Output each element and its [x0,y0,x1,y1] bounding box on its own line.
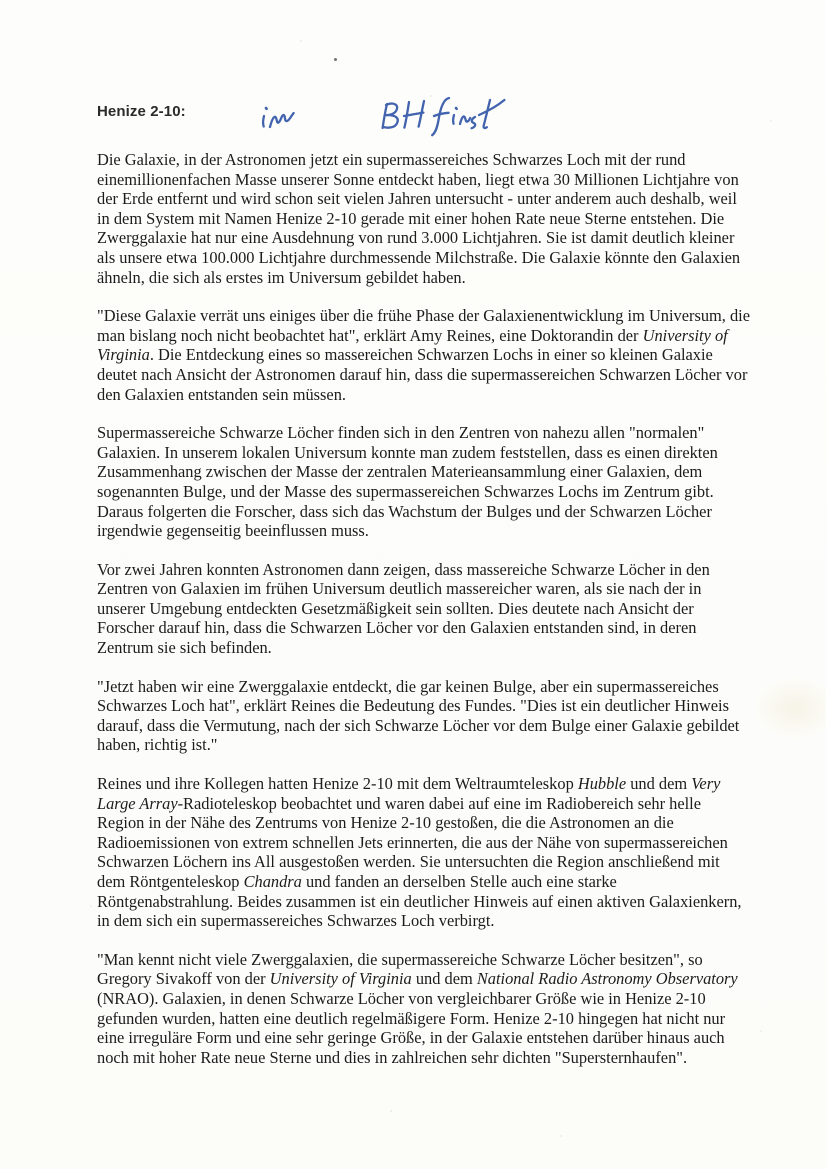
handwritten-word-irr [263,108,294,127]
document-heading: Henize 2-10: [97,103,186,120]
paragraph: "Diese Galaxie verrät uns einiges über die frühe Phase der Galaxienentwicklung im Universum, die man bislang noch nicht beobachtet hat", erklärt Amy Reines, eine Doktorandin der University of Virginia. Die Entdeckung eines so massereichen Schwarzen Lochs in einer so kleinen Galaxie deutet nach Ansicht der Astronomen darauf hin, dass die supermassereichen Schwarzen Löcher vor den Galaxien entstanden sein müssen. [97,306,751,404]
paragraph: Die Galaxie, in der Astronomen jetzt ein supermassereiches Schwarzes Loch mit der rund einemillionenfachen Masse unserer Sonne entdeckt haben, liegt etwa 30 Millionen Lichtjahre von der Erde entfernt und wird schon seit vielen Jahren untersucht - unter anderem auch deshalb, weil in dem System mit Namen Henize 2-10 gerade mit einer hohen Rate neue Sterne entstehen. Die Zwerggalaxie hat nur eine Ausdehnung von rund 3.000 Lichtjahren. Sie ist damit deutlich kleiner als unsere etwa 100.000 Lichtjahre durchmessende Milchstraße. Die Galaxie könnte den Galaxien ähneln, die sich als erstes im Universum gebildet haben. [97,150,741,287]
scan-noise [0,0,2,2]
paragraph: "Man kennt nicht viele Zwerggalaxien, die supermassereiche Schwarze Löcher besitzen", so Gregory Sivakoff von der University of Virginia und dem National Radio Astronomy Observatory (NRAO). Galaxien, in denen Schwarze Löcher von vergleichbarer Größe wie in Henize 2-10 gefunden wurden, hatten eine deutlich regelmäßigere Form. Henize 2-10 hingegen hat nicht nur eine irreguläre Form und eine sehr geringe Größe, in der Galaxie entstehen darüber hinaus auch noch mit hoher Rate neue Sterne und dies in zahlreichen sehr dichten "Supersternhaufen". [97,949,738,1067]
handwritten-annotation [248,84,518,146]
handwritten-word-BH [383,101,424,128]
scan-speck-dot [334,58,337,61]
paragraph: "Jetzt haben wir eine Zwerggalaxie entdeckt, die gar keinen Bulge, aber ein supermassereiches Schwarzes Loch hat", erklärt Reines die Bedeutung des Fundes. "Dies ist ein deutlicher Hinweis darauf, dass die Vermutung, nach der sich Schwarze Löcher vor dem Bulge einer Galaxie gebildet haben, richtig ist." [97,676,740,755]
paragraph: Vor zwei Jahren konnten Astronomen dann zeigen, dass massereiche Schwarze Löcher in den Zentren von Galaxien im frühen Universum deutlich massereicher waren, als sie nach der in unserer Umgebung entdeckten Gesetzmäßigkeit sein sollten. Dies deutete nach Ansicht der Forscher darauf hin, dass die Schwarzen Löcher vor den Galaxien entstanden sind, in deren Zentrum sie sich befinden. [97,559,710,658]
paragraph: Reines und ihre Kollegen hatten Henize 2-10 mit dem Weltraumteleskop Hubble und dem Very Large Array-Radioteleskop beobachtet und waren dabei auf eine im Radiobereich sehr helle Region in der Nähe des Zentrums von Henize 2-10 gestoßen, die die Astronomen an die Radioemissionen von extrem schnellen Jets erinnerten, die aus der Nähe von supermassereichen Schwarzen Löchern ins All ausgestoßen werden. Sie untersuchten die Region anschließend mit dem Röntgenteleskop Chandra und fanden an derselben Stelle auch eine starke Röntgenabstrahlung. Beides zusammen ist ein deutlicher Hinweis auf einen aktiven Galaxienkern, in dem sich ein supermassereiches Schwarzes Loch verbirgt. [97,774,742,931]
paragraph: Supermassereiche Schwarze Löcher finden sich in den Zentren von nahezu allen "normalen" Galaxien. In unserem lokalen Universum konnte man zudem feststellen, dass es einen direkten Zusammenhang zwischen der Masse der zentralen Materieansammlung einer Galaxien, dem sogenannten Bulge, und der Masse des supermassereichen Schwarzes Lochs im Zentrum gibt. Daraus folgerten die Forscher, dass sich das Wachstum der Bulges und der Schwarzen Löcher irgendwie gegenseitig beeinflussen muss. [97,423,718,541]
document-body [97,150,750,1086]
handwritten-word-first [432,98,504,135]
